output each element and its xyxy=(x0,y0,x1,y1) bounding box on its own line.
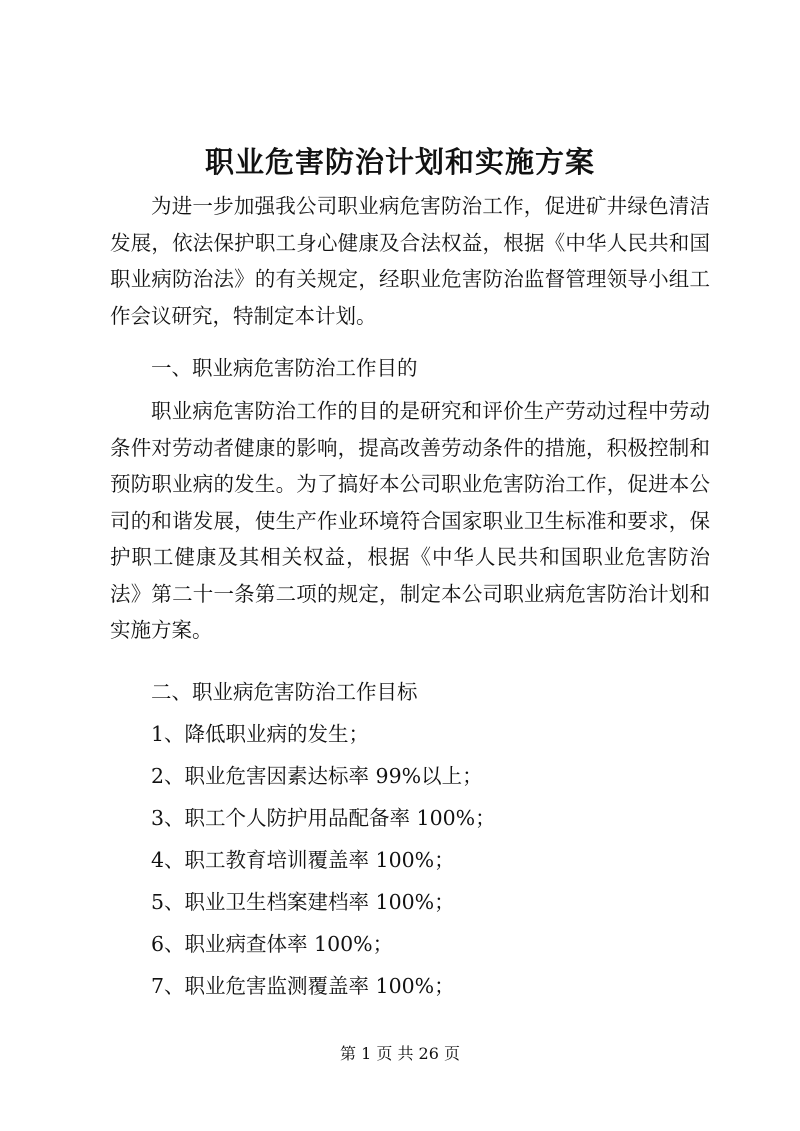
page-number-footer: 第 1 页 共 26 页 xyxy=(340,1044,460,1063)
goal-item: 7、职业危害监测覆盖率 100%； xyxy=(151,974,455,998)
document-title: 职业危害防治计划和实施方案 xyxy=(204,145,595,179)
section1-heading: 一、职业病危害防治工作目的 xyxy=(151,356,418,380)
goal-item: 5、职业卫生档案建档率 100%； xyxy=(151,890,455,914)
goal-item: 3、职工个人防护用品配备率 100%； xyxy=(151,806,496,830)
intro-paragraph: 为进一步加强我公司职业病危害防治工作，促进矿井绿色清洁发展，依法保护职工身心健康及合法权益，根据《中华人民共和国职业病防治法》的有关规定，经职业危害防治监督管理领导小组工作会议研究，特制定本计划。 xyxy=(110,194,710,328)
goal-item: 6、职业病查体率 100%； xyxy=(151,932,394,956)
section1-paragraph: 职业病危害防治工作的目的是研究和评价生产劳动过程中劳动条件对劳动者健康的影响，提高改善劳动条件的措施，积极控制和预防职业病的发生。为了搞好本公司职业危害防治工作，促进本公司的和谐发展，使生产作业环境符合国家职业卫生标准和要求，保护职工健康及其相关权益，根据《中华人民共和国职业危害防治法》第二十一条第二项的规定，制定本公司职业病危害防治计划和实施方案。 xyxy=(110,399,710,642)
goal-item: 4、职工教育培训覆盖率 100%； xyxy=(151,848,455,872)
goal-item: 2、职业危害因素达标率 99%以上； xyxy=(151,764,483,788)
section2-heading: 二、职业病危害防治工作目标 xyxy=(151,680,418,704)
goal-item: 1、降低职业病的发生； xyxy=(151,722,370,746)
